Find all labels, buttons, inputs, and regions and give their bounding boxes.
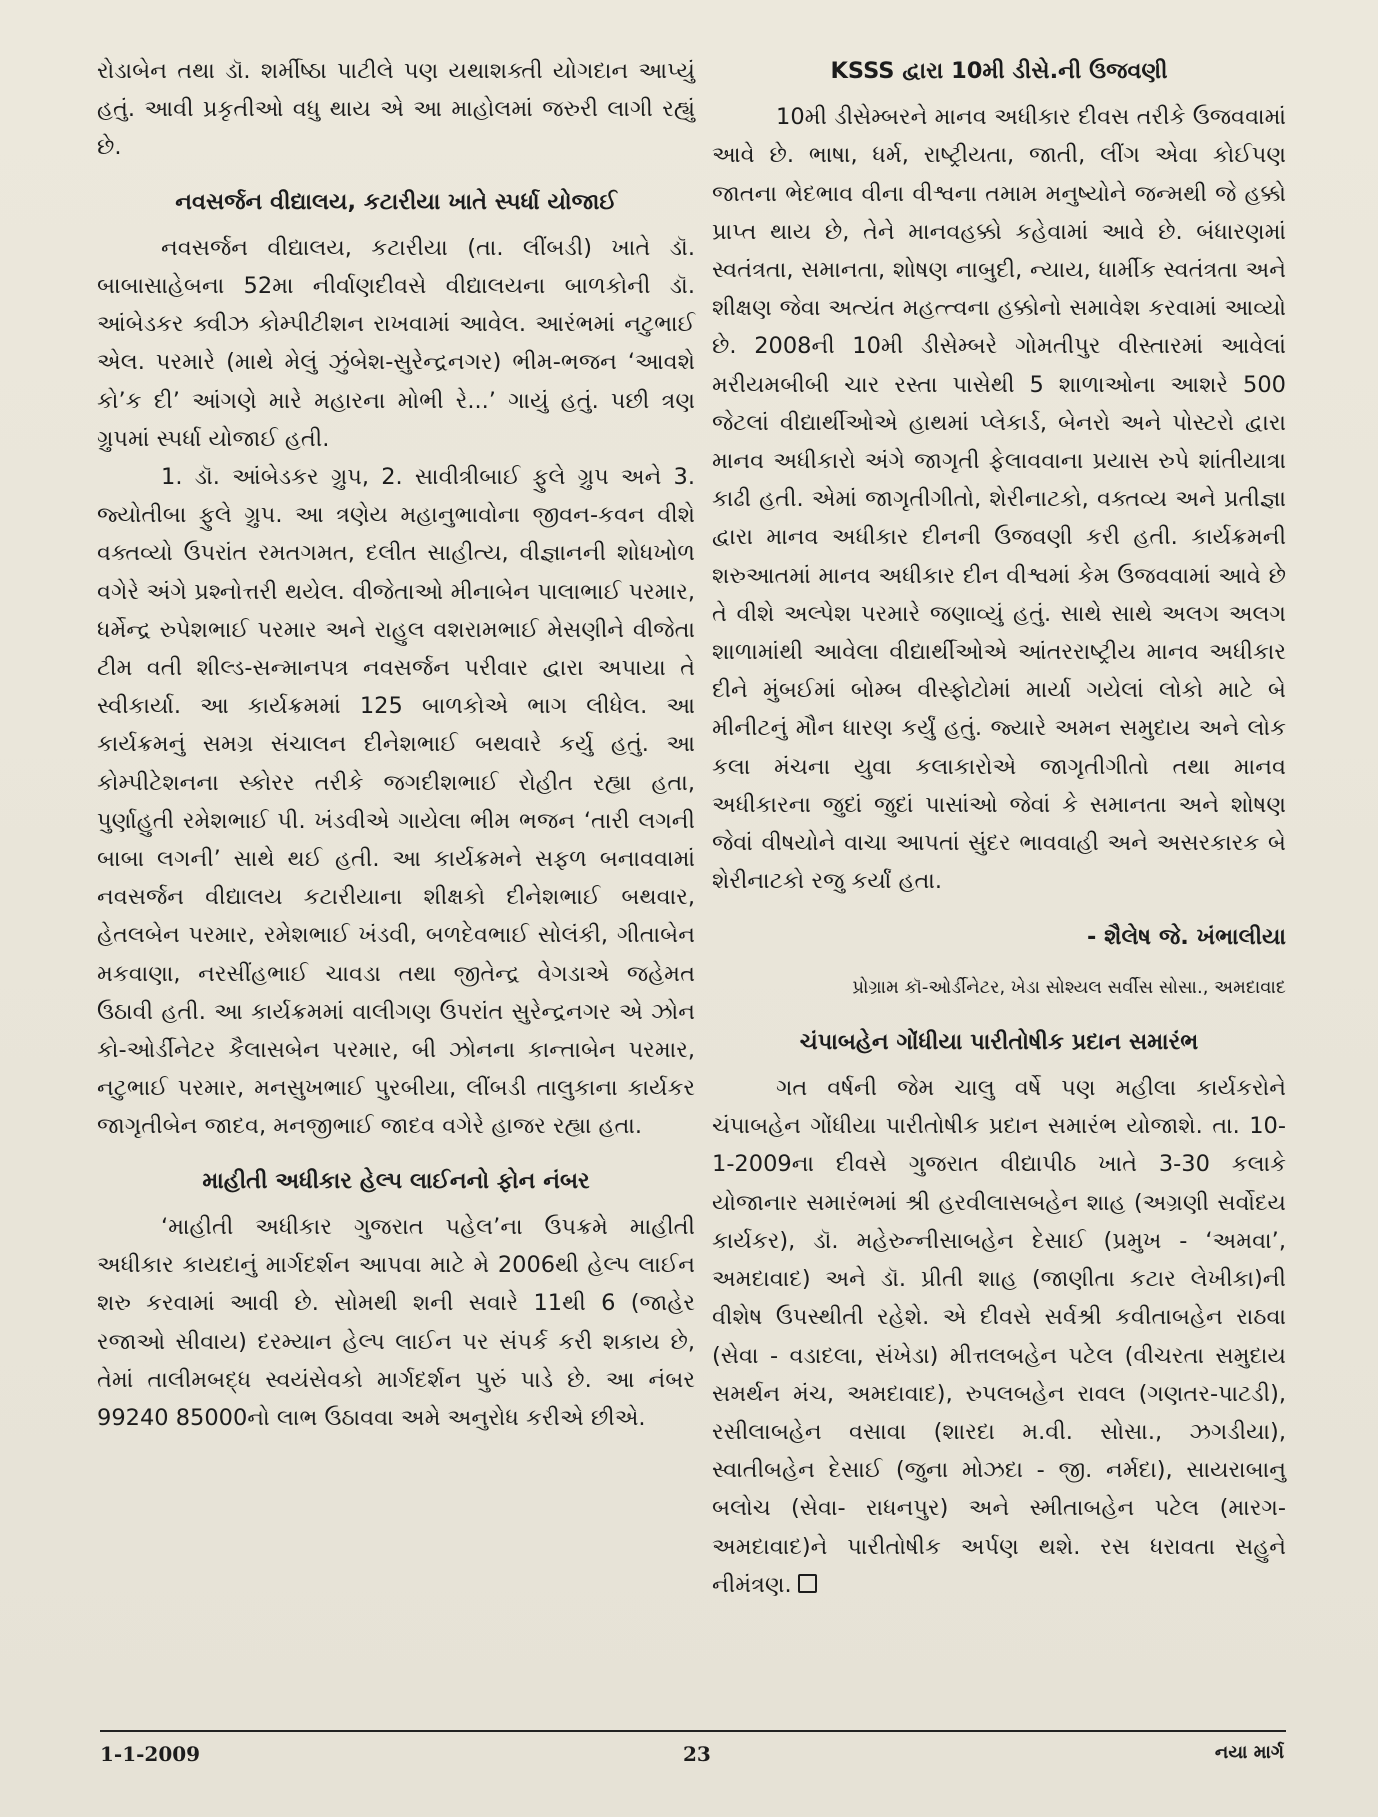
- paragraph-human-rights-day: 10મી ડીસેમ્બરને માનવ અધીકાર દીવસ તરીકે ઉજવવામાં આવે છે. ભાષા, ધર્મ, રાષ્ટ્રીયતા, જાતી, લીંગ એવા કોઈપણ જાતના ભેદભાવ વીના વીશ્વના તમામ મનુષ્યોને જન્મથી જે હક્કો પ્રાપ્ત થાય છે, તેને માનવહક્કો કહેવામાં આવે છે. બંધારણમાં સ્વતંત્રતા, સમાનતા, શોષણ નાબુદી, ન્યાય, ધાર્મીક સ્વતંત્રતા અને શીક્ષણ જેવા અત્યંત મહત્ત્વના હક્કોનો સમાવેશ કરવામાં આવ્યો છે. 2008ની 10મી ડીસેમ્બરે ગોમતીપુર વીસ્તારમાં આવેલાં મરીયમબીબી ચાર રસ્તા પાસેથી 5 શાળાઓના આશરે 500 જેટલાં વીદ્યાર્થીઓએ હાથમાં પ્લેકાર્ડ, બેનરો અને પોસ્ટરો દ્વારા માનવ અધીકારો અંગે જાગૃતી ફેલાવવાના પ્રયાસ રુપે શાંતીયાત્રા કાઢી હતી. એમાં જાગૃતીગીતો, શેરીનાટકો, વક્તવ્ય અને પ્રતીજ્ઞા દ્વારા માનવ અધીકાર દીનની ઉજવણી કરી હતી. કાર્યક્રમની શરુઆતમાં માનવ અધીકાર દીન વીશ્વમાં કેમ ઉજવવામાં આવે છે તે વીશે અલ્પેશ પરમારે જણાવ્યું હતું. સાથે સાથે અલગ અલગ શાળામાંથી આવેલા વીદ્યાર્થીઓએ આંતરરાષ્ટ્રીય માનવ અધીકાર દીને મુંબઈમાં બોમ્બ વીસ્ફોટોમાં માર્યા ગયેલાં લોકો માટે બે મીનીટનું મૌન ધારણ કર્યું હતું. જ્યારે અમન સમુદાય અને લોક કલા મંચના યુવા કલાકારોએ જાગૃતીગીતો તથા માનવ અધીકારના જુદાં જુદાં પાસાંઓ જેવાં કે સમાનતા અને શોષણ જેવાં વીષયોને વાચા આપતાં સુંદર ભાવવાહી અને અસરકારક બે શેરીનાટકો રજુ કર્યાં હતા.: [712, 104, 1286, 895]
- paragraph-competition-groups: 1. ડૉ. આંબેડકર ગ્રુપ, 2. સાવીત્રીબાઈ ફુલે ગ્રુપ અને 3. જ્યોતીબા ફુલે ગ્રુપ. આ ત્રણેય મહાનુભાવોના જીવન-કવન વીશે વક્તવ્યો ઉપરાંત રમતગમત, દલીત સાહીત્ય, વીજ્ઞાનની શોધખોળ વગેરે અંગે પ્રશ્નોત્તરી થયેલ. વીજેતાઓ મીનાબેન પાલાભાઈ પરમાર, ધર્મેન્દ્ર રુપેશભાઈ પરમાર અને રાહુલ વશરામભાઈ મેસણીને વીજેતા ટીમ વતી શીલ્ડ-સન્માનપત્ર નવસર્જન પરીવાર દ્વારા અપાયા તે સ્વીકાર્યા. આ કાર્યક્રમમાં 125 બાળકોએ ભાગ લીધેલ. આ કાર્યક્રમનું સમગ્ર સંચાલન દીનેશભાઈ બથવારે કર્યુ હતું. આ કોમ્પીટેશનના સ્કોરર તરીકે જગદીશભાઈ રોહીત રહ્યા હતા, પુર્ણાહુતી રમેશભાઈ પી. ખંડવીએ ગાયેલા ભીમ ભજન ‘તારી લગની બાબા લગની’ સાથે થઈ હતી. આ કાર્યક્રમને સફળ બનાવવામાં નવસર્જન વીદ્યાલય કટારીયાના શીક્ષકો દીનેશભાઈ બથવાર, હેતલબેન પરમાર, રમેશભાઈ ખંડવી, બળદેવભાઈ સોલંકી, ગીતાબેન મકવાણા, નરસીંહભાઈ ચાવડા તથા જીતેન્દ્ર વેગડાએ જહેમત ઉઠાવી હતી. આ કાર્યક્રમમાં વાલીગણ ઉપરાંત સુરેન્દ્રનગર એ ઝોન કો-ઓર્ડીનેટર કૈલાસબેન પરમાર, બી ઝોનના કાન્તાબેન પરમાર, નટુભાઈ પરમાર, મનસુખભાઈ પુરબીયા, લીંબડી તાલુકાના કાર્યકર જાગૃતીબેન જાદવ, મનજીભાઈ જાદવ વગેરે હાજર રહ્યા હતા.: [97, 464, 695, 1140]
- article-heading-ksss: KSSS દ્વારા 10મી ડીસે.ની ઉજવણી: [830, 58, 1168, 84]
- paragraph-award-ceremony: [712, 1069, 1286, 1604]
- paragraph-rti-helpline: ‘માહીતી અધીકાર ગુજરાત પહેલ’ના ઉપક્રમે માહીતી અધીકાર કાયદાનું માર્ગદર્શન આપવા માટે મે 2006થી હેલ્પ લાઈન શરુ કરવામાં આવી છે. સોમથી શની સવારે 11થી 6 (જાહેર રજાઓ સીવાય) દરમ્યાન હેલ્પ લાઈન પર સંપર્ક કરી શકાય છે, તેમાં તાલીમબદ્ધ સ્વયંસેવકો માર્ગદર્શન પુરું પાડે છે. આ નંબર 99240 85000નો લાભ ઉઠાવવા અમે અનુરોધ કરીએ છીએ.: [97, 1213, 695, 1431]
- footer-date: 1-1-2009: [100, 1742, 201, 1766]
- end-of-article-icon: [798, 1574, 817, 1593]
- award-text: ગત વર્ષની જેમ ચાલુ વર્ષે પણ મહીલા કાર્યકરોને ચંપાબહેન ગોંધીયા પારીતોષીક પ્રદાન સમારંભ યોજાશે. તા. 10-1-2009ના દીવસે ગુજરાત વીદ્યાપીઠ ખાતે 3-30 કલાકે યોજાનાર સમારંભમાં શ્રી હરવીલાસબહેન શાહ (અગ્રણી સર્વોદય કાર્યકર), ડૉ. મહેરુન્નીસાબહેન દેસાઈ (પ્રમુખ - ‘અમવા’, અમદાવાદ) અને ડૉ. પ્રીતી શાહ (જાણીતા કટાર લેખીકા)ની વીશેષ ઉપસ્થીતી રહેશે. એ દીવસે સર્વશ્રી કવીતાબહેન રાઠવા (સેવા - વડાદલા, સંખેડા) મીત્તલબહેન પટેલ (વીચરતા સમુદાય સમર્થન મંચ, અમદાવાદ), રુપલબહેન રાવલ (ગણતર-પાટડી), રસીલાબહેન વસાવા (શારદા મ.વી. સોસા., ઝગડીયા), સ્વાતીબહેન દેસાઈ (જુના મોઝદા - જી. નર્મદા), સાયરાબાનુ બલોચ (સેવા- રાધનપુર) અને સ્મીતાબહેન પટેલ (મારગ-અમદાવાદ)ને પારીતોષીક અર્પણ થશે. રસ ધરાવતા સહુને નીમંત્રણ.: [712, 1075, 1287, 1598]
- publication-title: નયા માર્ગ: [1214, 1742, 1284, 1763]
- article-heading-competition: નવસર્જન વીદ્યાલય, કટારીયા ખાતે સ્પર્ધા યોજાઈ: [175, 188, 617, 215]
- author-name: - શૈલેષ જે. ખંભાલીયા: [1087, 924, 1286, 951]
- article-heading-rti-helpline: માહીતી અધીકાર હેલ્પ લાઈનનો ફોન નંબર: [202, 1167, 590, 1194]
- page-number: 23: [683, 1742, 711, 1766]
- left-column: [97, 52, 695, 1437]
- paragraph-competition-intro: નવસર્જન વીદ્યાલય, કટારીયા (તા. લીંબડી) ખાતે ડૉ. બાબાસાહેબના 52મા નીર્વાણદીવસે વીદ્યાલયના બાળકોની ડૉ. આંબેડકર ક્વીઝ કોમ્પીટીશન રાખવામાં આવેલ. આરંભમાં નટુભાઈ એલ. પરમારે (માથે મેલું ઝુંબેશ-સુરેન્દ્રનગર) ભીમ-ભજન ‘આવશે કો’ક દી’ આંગણે મારે મહારના મોભી રે...’ ગાયું હતું. પછી ત્રણ ગ્રુપમાં સ્પર્ધા યોજાઈ હતી.: [97, 234, 695, 452]
- intro-paragraph: રોડાબેન તથા ડૉ. શર્મીષ્ઠા પાટીલે પણ યથાશક્તી યોગદાન આપ્યું હતું. આવી પ્રકૃતીઓ વધુ થાય એ આ માહોલમાં જરુરી લાગી રહ્યું છે.: [97, 58, 695, 161]
- article-heading-award: ચંપાબહેન ગોંધીયા પારીતોષીક પ્રદાન સમારંભ: [799, 1028, 1199, 1055]
- author-designation: પ્રોગ્રામ કૉ-ઓર્ડીનેટર, ખેડા સોશ્યલ સર્વીસ સોસા., અમદાવાદ: [852, 976, 1286, 998]
- right-column: [712, 52, 1286, 1604]
- footer-divider: [100, 1730, 1286, 1732]
